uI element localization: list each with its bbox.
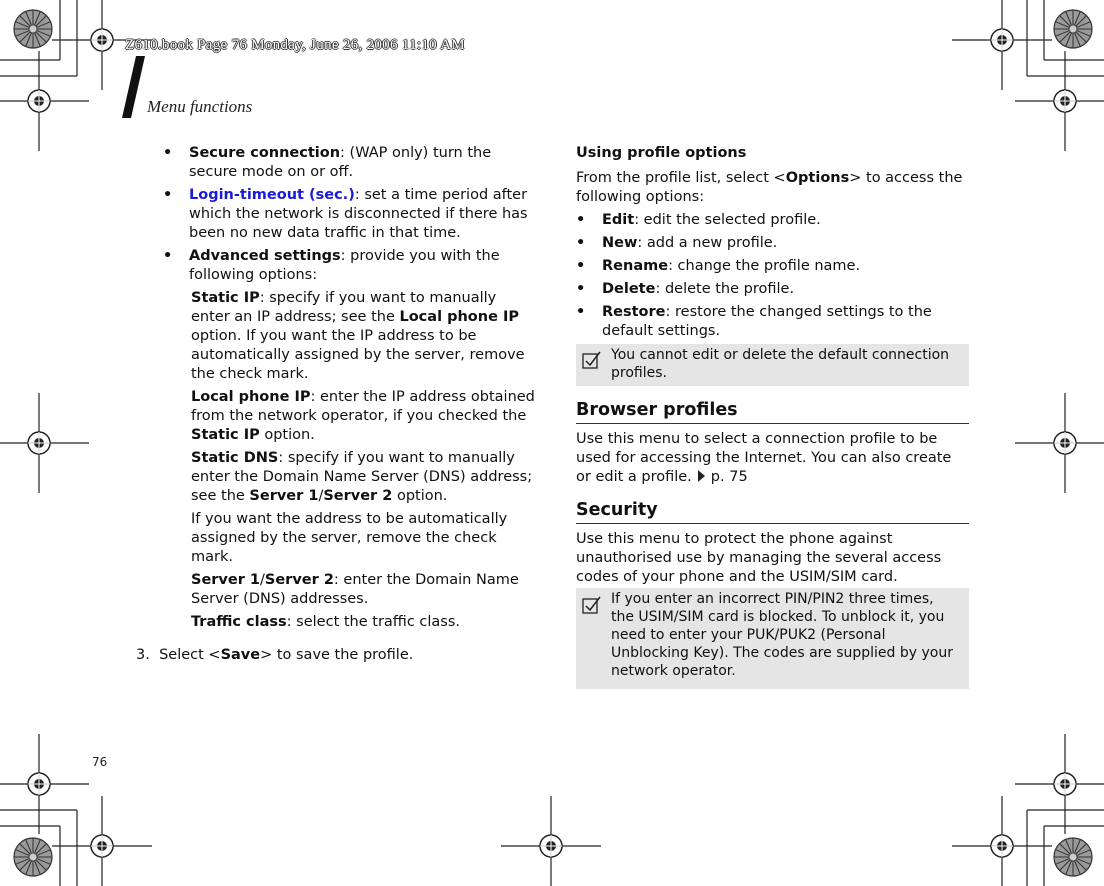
desc: option. — [259, 427, 315, 443]
softkey-options: Options — [785, 170, 850, 186]
ref: Server 2 — [323, 488, 393, 504]
step-text: Select < — [159, 647, 221, 663]
step-3 — [136, 646, 536, 665]
option-local-phone-ip — [191, 388, 535, 445]
sep: / — [260, 572, 265, 588]
text: > to access the following options: — [576, 170, 963, 205]
header-accent-bar — [122, 56, 145, 118]
browser-profiles-title: Browser profiles — [576, 400, 738, 420]
page-number: 76 — [92, 755, 108, 769]
registration-target-icon — [52, 796, 152, 886]
ref: Static IP — [191, 427, 260, 443]
note-default-profile — [576, 344, 969, 386]
desc: : delete the profile. — [655, 281, 795, 297]
term: Restore — [602, 304, 666, 320]
desc: : edit the selected profile. — [634, 212, 821, 228]
step-number: 3. — [136, 647, 150, 663]
registration-target-icon — [0, 734, 89, 834]
bullet-advanced-settings: • Advanced settings: provide you with the following options: — [163, 248, 500, 283]
registration-target-icon — [0, 51, 89, 151]
desc: : specify if you want to manually enter an IP address; see the — [191, 290, 497, 325]
desc: : (WAP only) turn the secure mode on or off. — [189, 145, 492, 180]
desc: : set a time period after which the network is disconnected if there has been no new data traffic in that time. — [189, 187, 528, 241]
desc: : change the profile name. — [668, 258, 861, 274]
term: New — [602, 235, 638, 251]
advanced-options — [163, 289, 535, 632]
option-static-dns — [191, 449, 535, 506]
ref: Local phone IP — [399, 309, 519, 325]
option-static-ip — [191, 289, 535, 384]
page-header-title: Menu functions — [147, 97, 253, 116]
registration-target-icon — [952, 0, 1052, 90]
profile-options-heading: Using profile options — [576, 145, 747, 161]
file-stamp: Z610.book Page 76 Monday, June 26, 2006 11:10 AM — [125, 37, 465, 53]
option-edit: • Edit: edit the selected profile. — [576, 212, 821, 228]
option-new: • New: add a new profile. — [576, 235, 778, 251]
desc: option. If you want the IP address to be automatically assigned by the server, remove the check mark. — [191, 328, 525, 382]
browser-profiles-body — [576, 430, 969, 487]
desc: : enter the IP address obtained from the network operator, if you checked the — [191, 389, 535, 424]
term: Local phone IP — [191, 389, 311, 405]
registration-target-icon — [1015, 51, 1104, 151]
desc: : add a new profile. — [637, 235, 778, 251]
text: Use this menu to select a connection profile to be used for accessing the Internet. You can also create or edit a profile. — [576, 431, 952, 485]
left-column — [163, 144, 535, 632]
ref: Server 1 — [249, 488, 319, 504]
term: Static DNS — [191, 450, 279, 466]
option-rename: • Rename: change the profile name. — [576, 258, 861, 274]
term: Advanced settings — [189, 248, 341, 264]
term: Traffic class — [191, 614, 287, 630]
color-wheel-icon — [14, 838, 52, 876]
option-delete: • Delete: delete the profile. — [576, 281, 795, 297]
option-auto-note: If you want the address to be automatically assigned by the server, remove the check mark. — [191, 511, 508, 565]
option-server — [191, 571, 535, 609]
term: Static IP — [191, 290, 260, 306]
softkey-save: Save — [220, 647, 261, 663]
desc: : restore the changed settings to the default settings. — [602, 304, 932, 339]
note-text: You cannot edit or delete the default connection profiles. — [611, 347, 950, 381]
triangle-right-icon — [698, 470, 705, 482]
note-pin-blocked — [576, 588, 969, 689]
desc: : select the traffic class. — [286, 614, 460, 630]
option-traffic-class — [191, 613, 535, 632]
security-title: Security — [576, 500, 658, 520]
term-link[interactable]: Login-timeout (sec.) — [189, 187, 355, 203]
section-rule — [576, 423, 969, 424]
profile-intro — [576, 169, 970, 207]
desc: : specify if you want to manually enter the Domain Name Server (DNS) address; see the — [191, 450, 533, 504]
registration-target-icon — [952, 796, 1052, 886]
term: Rename — [602, 258, 669, 274]
bullet-secure-connection: • Secure connection: (WAP only) turn the secure mode on or off. — [163, 145, 492, 180]
security-section — [576, 499, 969, 587]
color-wheel-icon — [14, 10, 52, 48]
checkmark-icon — [582, 350, 602, 370]
color-wheel-icon — [1054, 838, 1092, 876]
term: Server 2 — [264, 572, 334, 588]
text: From the profile list, select < — [576, 170, 786, 186]
desc: option. — [392, 488, 448, 504]
registration-target-icon — [0, 393, 89, 493]
registration-target-icon — [1015, 734, 1104, 834]
term: Server 1 — [191, 572, 261, 588]
registration-target-icon — [1015, 393, 1104, 493]
note-text: If you enter an incorrect PIN/PIN2 three times, the USIM/SIM card is blocked. To unblock it, you need to enter your PUK/PUK2 (Personal Unblocking Key). The codes are supplied by your network operator. — [611, 591, 953, 679]
security-body: Use this menu to protect the phone against unauthorised use by managing the several access codes of your phone and the USIM/SIM card. — [576, 531, 942, 585]
registration-target-icon — [501, 796, 601, 886]
section-rule — [576, 523, 969, 524]
color-wheel-icon — [1054, 10, 1092, 48]
term: Delete — [602, 281, 656, 297]
term: Edit — [602, 212, 635, 228]
sep: / — [318, 488, 324, 504]
term: Secure connection — [189, 145, 341, 161]
bullet-login-timeout: • Login-timeout (sec.): set a time period after which the network is disconnected if there has been no new data traffic in that time. — [163, 187, 528, 241]
desc: : enter the Domain Name Server (DNS) addresses. — [191, 572, 519, 607]
checkmark-icon — [582, 595, 602, 615]
browser-profiles-section — [576, 399, 969, 487]
option-restore: • Restore: restore the changed settings to the default settings. — [576, 304, 932, 339]
step-text: > to save the profile. — [260, 647, 414, 663]
desc: : provide you with the following options: — [189, 248, 500, 283]
page-reference[interactable]: p. 75 — [710, 469, 748, 485]
right-column-top — [576, 144, 970, 341]
